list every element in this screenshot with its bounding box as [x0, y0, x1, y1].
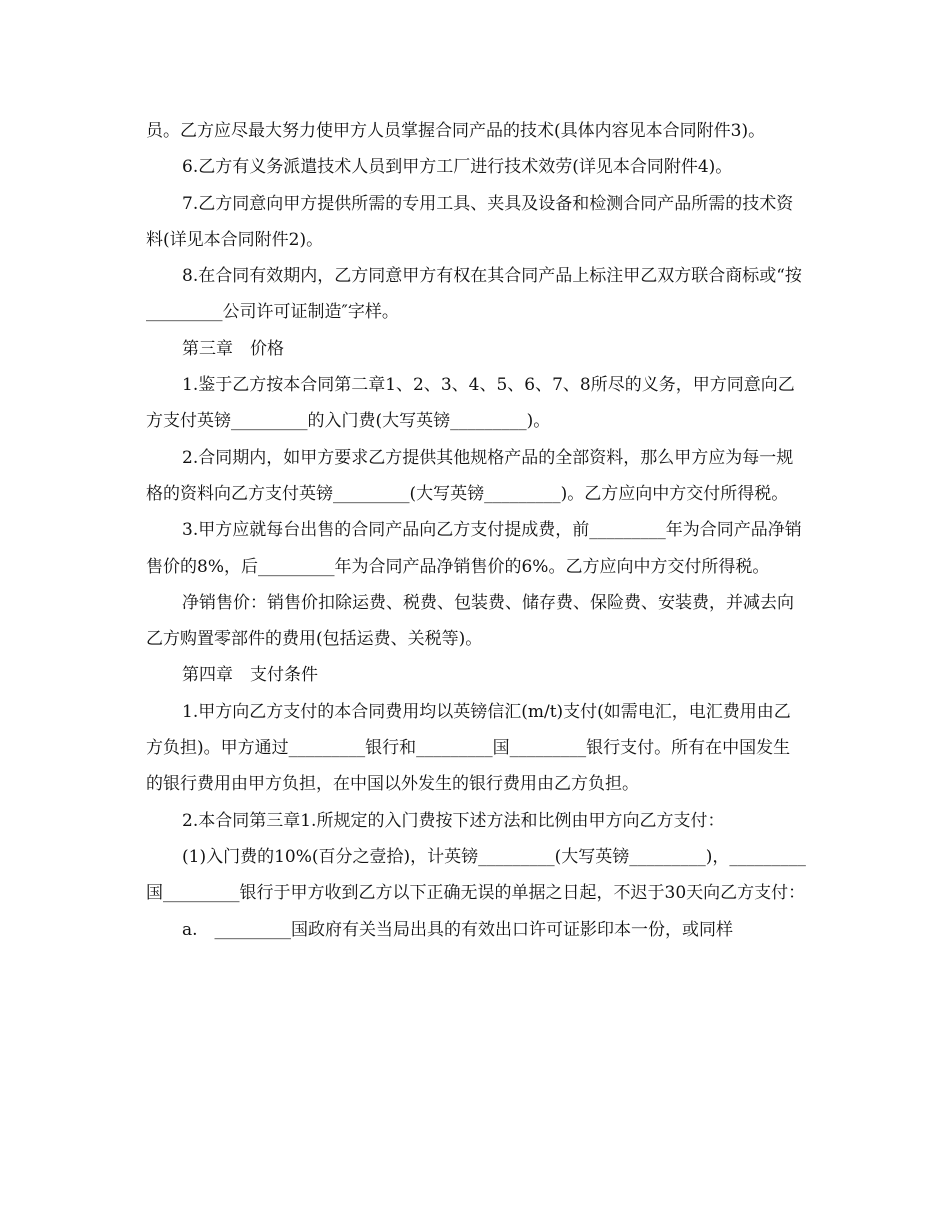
payment-subclause-1: (1)入门费的10%(百分之壹拾)，计英镑_________(大写英镑_________)，_________国_________银行于甲方收到乙方以下正确无误的单据之日起，不迟于30天向乙方支付： [146, 846, 806, 904]
chapter-4-heading: 第四章 支付条件 [182, 665, 318, 686]
price-clause-1: 1.鉴于乙方按本合同第二章1、2、3、4、5、6、7、8所尽的义务，甲方同意向乙方支付英镑_________的入门费(大写英镑_________)。 [146, 375, 795, 432]
payment-clause-2: 2.本合同第三章1.所规定的入门费按下述方法和比例由甲方向乙方支付： [182, 810, 725, 831]
contract-body [146, 113, 806, 948]
chapter-3-heading: 第三章 价格 [182, 338, 284, 359]
clause-8: 8.在合同有效期内，乙方同意甲方有权在其合同产品上标注甲乙双方联合商标或“按_________公司许可证制造″字样。 [146, 266, 802, 323]
net-sales-price-definition: 净销售价：销售价扣除运费、税费、包装费、储存费、保险费、安装费，并减去向乙方购置零部件的费用(包括运费、关税等)。 [146, 592, 794, 650]
price-clause-3: 3.甲方应就每台出售的合同产品向乙方支付提成费，前_________年为合同产品净销售价的8%，后_________年为合同产品净销售价的6%。乙方应向中方交付所得税。 [146, 520, 802, 577]
payment-clause-1: 1.甲方向乙方支付的本合同费用均以英镑信汇(m/t)支付(如需电汇，电汇费用由乙方负担)。甲方通过_________银行和_________国_________银行支付。所有在中国发生的银行费用由甲方负担，在中国以外发生的银行费用由乙方负担。 [146, 701, 791, 795]
document-item-a: a. _________国政府有关当局出具的有效出口许可证影印本一份，或同样 [182, 919, 734, 940]
price-clause-2: 2.合同期内，如甲方要求乙方提供其他规格产品的全部资料，那么甲方应为每一规格的资料向乙方支付英镑_________(大写英镑_________)。乙方应向中方交付所得税。 [146, 447, 794, 504]
paragraph-continuation: 员。乙方应尽最大努力使甲方人员掌握合同产品的技术(具体内容见本合同附件3)。 [146, 121, 766, 141]
clause-7: 7.乙方同意向甲方提供所需的专用工具、夹具及设备和检测合同产品所需的技术资料(详见本合同附件2)。 [146, 193, 794, 250]
clause-6: 6.乙方有义务派遣技术人员到甲方工厂进行技术效劳(详见本合同附件4)。 [182, 157, 733, 178]
